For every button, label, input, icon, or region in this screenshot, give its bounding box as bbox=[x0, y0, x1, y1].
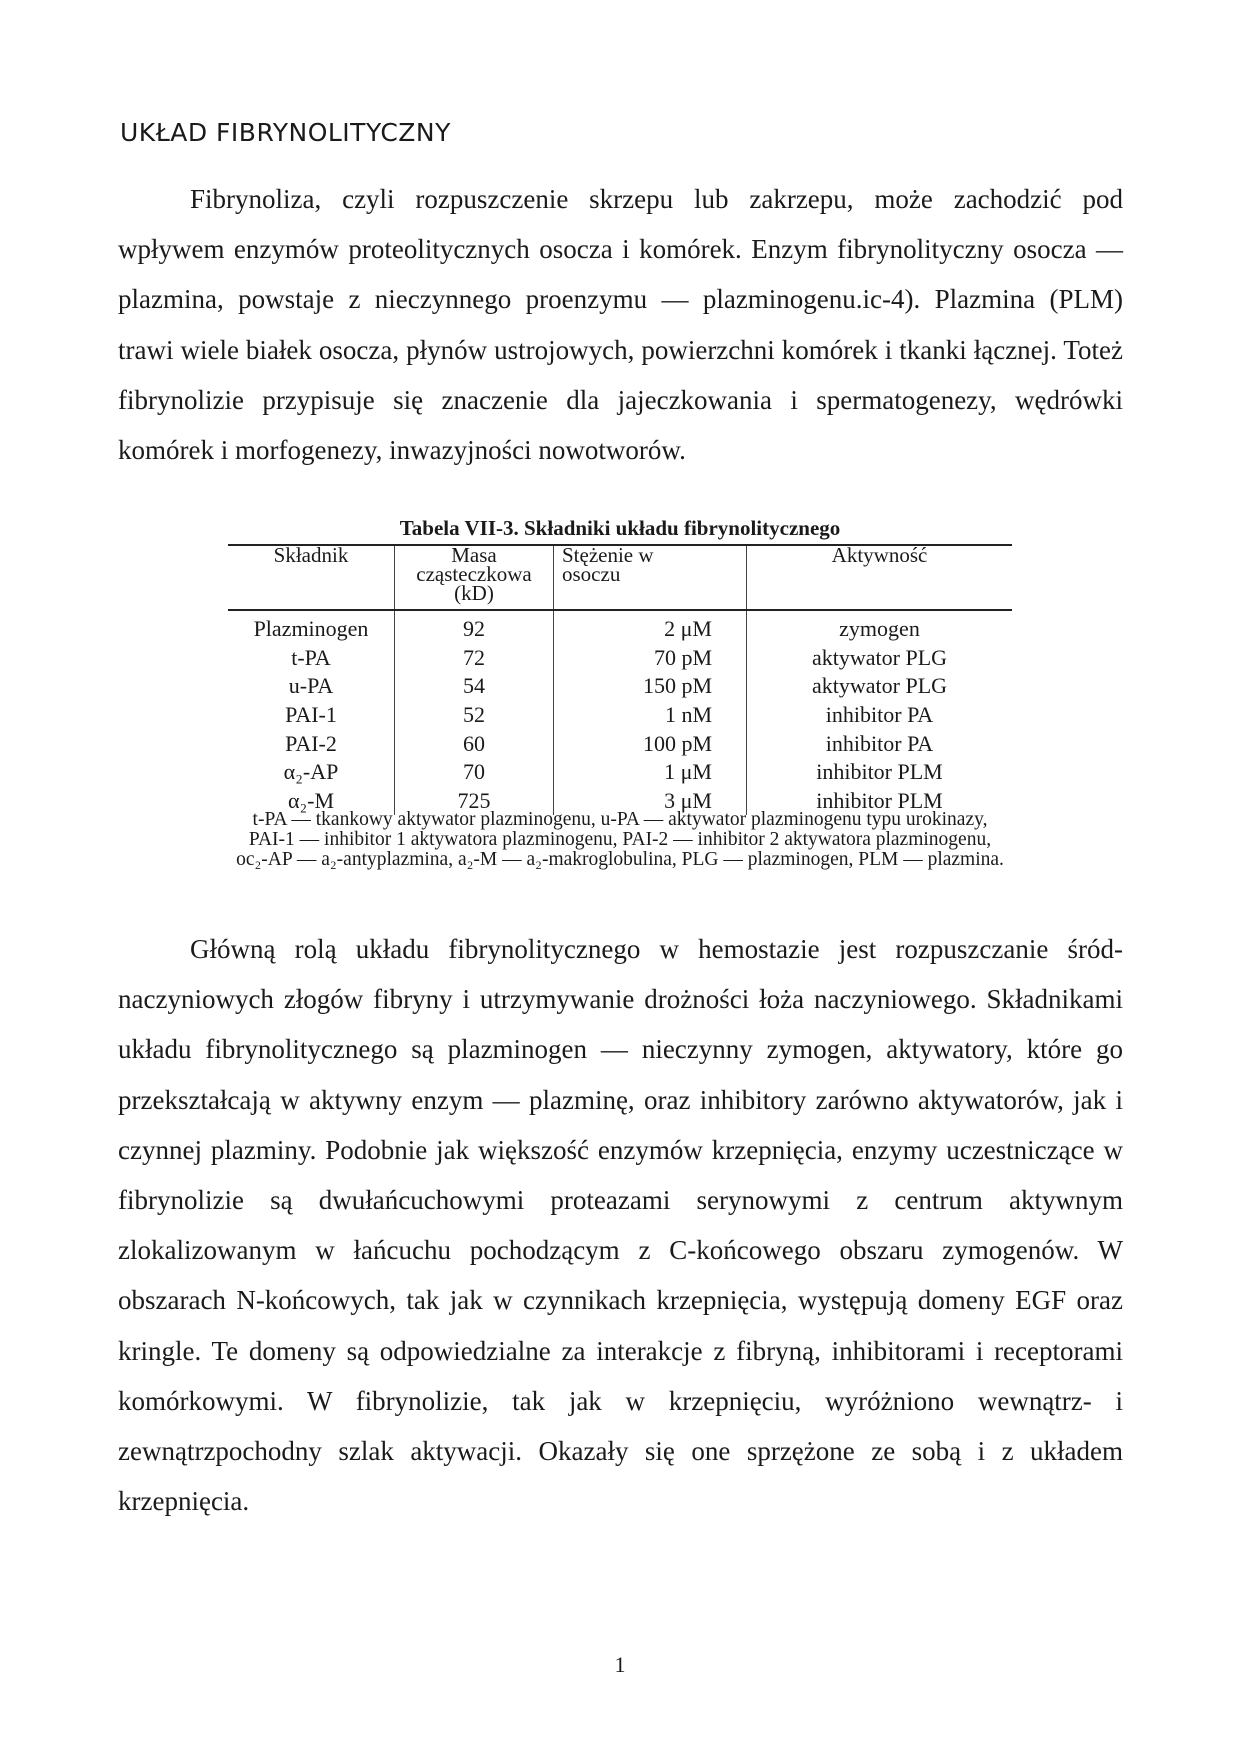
cell-mass: 725 bbox=[395, 787, 554, 816]
header-concentration: Stężenie w osoczu bbox=[554, 545, 747, 610]
table-row bbox=[228, 610, 1012, 644]
table-caption: Tabela VII-3. Składniki układu fibrynolitycznego bbox=[399, 516, 841, 540]
cell-mass: 70 bbox=[395, 758, 554, 787]
cell-activity: aktywator PLG bbox=[747, 672, 1013, 701]
cell-activity: inhibitor PA bbox=[747, 729, 1013, 758]
header-activity: Aktywność bbox=[747, 545, 1013, 610]
table-footnote bbox=[176, 810, 1064, 870]
cell-activity: inhibitor PA bbox=[747, 701, 1013, 730]
header-mass: Masa cząsteczkowa (kD) bbox=[395, 545, 554, 610]
cell-component: Plazminogen bbox=[253, 616, 369, 642]
cell-concentration: 3 μM bbox=[554, 787, 747, 816]
cell-mass: 52 bbox=[395, 701, 554, 730]
section-heading: UKŁAD FIBRYNOLITYCZNY bbox=[120, 118, 451, 147]
table-row bbox=[228, 701, 1012, 730]
cell-concentration: 70 pM bbox=[554, 644, 747, 673]
cell-concentration: 1 nM bbox=[554, 701, 747, 730]
cell-concentration: 150 pM bbox=[554, 672, 747, 701]
page-number: 1 bbox=[614, 1652, 626, 1677]
cell-component: α₂-M bbox=[287, 787, 335, 813]
cell-concentration: 2 μM bbox=[554, 610, 747, 644]
cell-mass: 92 bbox=[395, 610, 554, 644]
cell-concentration: 1 μM bbox=[554, 758, 747, 787]
table-header-row bbox=[228, 545, 1012, 610]
cell-activity: aktywator PLG bbox=[747, 644, 1013, 673]
cell-mass: 72 bbox=[395, 644, 554, 673]
cell-activity: inhibitor PLM bbox=[747, 787, 1013, 816]
cell-activity: inhibitor PLM bbox=[747, 758, 1013, 787]
paragraph-intro: Fibrynoliza, czyli rozpuszczenie skrzepu lub zakrzepu, może zachodzić pod wpływem enzymów proteolitycznych osocza i komórek. Enzym fibrynolityczny osocza — plazmina, powstaje z nieczynnego proenzymu — plazminogenu.ic-4). Plazmina (PLM) trawi wiele białek osocza, płynów ustrojowych, powierzchni komórek i tkanki łącznej. Toteż fibrynolizie przypisuje się znaczenie dla jajeczkowania i spermatogenezy, wędrówki komórek i morfogenezy, inwazyjności nowotworów. bbox=[118, 184, 1123, 466]
cell-mass: 54 bbox=[395, 672, 554, 701]
cell-mass: 60 bbox=[395, 729, 554, 758]
table-row bbox=[228, 644, 1012, 673]
cell-component: PAI-2 bbox=[285, 730, 337, 756]
cell-component: α₂-AP bbox=[283, 759, 339, 785]
paragraph-main: Główną rolą układu fibrynolitycznego w hemostazie jest rozpuszczanie śródnaczyniowych złogów fibryny i utrzymywanie drożności łoża naczyniowego. Składnikami układu fibrynolitycznego są plazminogen — nieczynny zymogen, aktywatory, które go przekształcają w aktywny enzym — plazminę, oraz inhibitory zarówno aktywatorów, jak i czynnej plazminy. Podobnie jak większość enzymów krzepnięcia, enzymy uczestniczące w fibrynolizie są dwułańcuchowymi proteazami serynowymi z centrum aktywnym zlokalizowanym w łańcuchu pochodzącym z C-końcowego obszaru zymogenów. W obszarach N-końcowych, tak jak w czynnikach krzepnięcia, występują domeny EGF oraz kringle. Te domeny są odpowiedzialne za interakcje z fibryną, inhibitorami i receptorami komórkowymi. W fibrynolizie, tak jak w krzepnięciu, wyróżniono wewnątrz- i zewnątrzpochodny szlak aktywacji. Okazały się one sprzężone ze sobą i z układem krzepnięcia. bbox=[118, 934, 1123, 1517]
table-row bbox=[228, 758, 1012, 787]
header-component: Składnik bbox=[228, 545, 395, 610]
components-table bbox=[228, 544, 1012, 815]
footnote-line: PAI-1 — inhibitor 1 aktywatora plazminogenu, PAI-2 — inhibitor 2 aktywatora plazminogenu, bbox=[248, 829, 992, 850]
footnote-line: t-PA — tkankowy aktywator plazminogenu, u-PA — aktywator plazminogenu typu urokinazy, bbox=[252, 809, 988, 830]
cell-concentration: 100 pM bbox=[554, 729, 747, 758]
table-row bbox=[228, 729, 1012, 758]
cell-component: PAI-1 bbox=[285, 702, 337, 728]
cell-component: u-PA bbox=[288, 673, 334, 699]
cell-component: t-PA bbox=[291, 644, 331, 670]
footnote-line: oc₂-AP — a₂-antyplazmina, a₂-M — a₂-makroglobulina, PLG — plazminogen, PLM — plazmina. bbox=[236, 849, 1004, 870]
table-row bbox=[228, 672, 1012, 701]
cell-activity: zymogen bbox=[747, 610, 1013, 644]
